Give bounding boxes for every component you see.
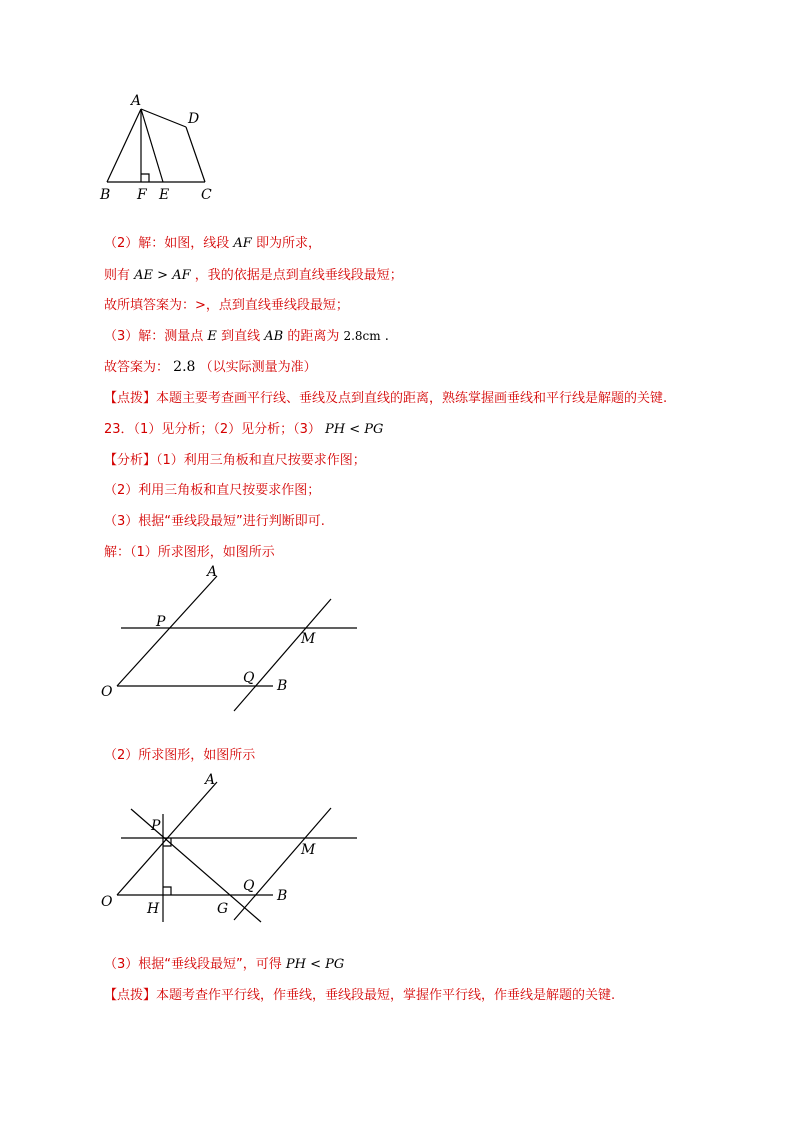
q23-tip bbox=[104, 986, 615, 1006]
analysis-tag: 【分析】 bbox=[104, 453, 157, 468]
math-AF: AF bbox=[233, 236, 252, 251]
label-A: A bbox=[207, 564, 218, 580]
value-2-8cm: 2.8cm bbox=[343, 329, 381, 343]
tip-tag: 【点拨】 bbox=[104, 391, 157, 406]
text: 23．（1）见分析；（2）见分析；（3） bbox=[104, 422, 321, 437]
q23-solution2: （2）所求图形，如图所示 bbox=[104, 748, 256, 763]
segment-DC bbox=[186, 127, 205, 182]
ray-OA bbox=[117, 576, 217, 686]
text: 则有 bbox=[104, 268, 131, 283]
q23-analysis1 bbox=[104, 451, 366, 471]
label-M: M bbox=[301, 842, 316, 858]
figure-parallel-lines bbox=[95, 560, 365, 720]
label-P: P bbox=[156, 614, 166, 630]
label-B: B bbox=[277, 678, 288, 694]
right-angle-mark bbox=[141, 174, 149, 182]
q22-part3-line1 bbox=[104, 326, 389, 347]
label-B: B bbox=[100, 187, 111, 203]
figure-perpendiculars bbox=[95, 770, 365, 940]
math-AB: AB bbox=[264, 329, 284, 344]
q22-part2-line3: 故所填答案为：>，点到直线垂线段最短； bbox=[104, 298, 349, 313]
line-through-M bbox=[234, 599, 331, 711]
q23-analysis2: （2）利用三角板和直尺按要求作图； bbox=[104, 483, 321, 498]
label-O: O bbox=[101, 684, 113, 700]
text: 的距离为 bbox=[287, 329, 340, 344]
label-F: F bbox=[137, 187, 147, 203]
math-PH-lt-PG: PH < PG bbox=[325, 422, 384, 437]
label-E: E bbox=[159, 187, 170, 203]
text: ，我的依据是点到直线垂线段最短； bbox=[194, 268, 403, 283]
label-A: A bbox=[205, 772, 216, 788]
text: （以实际测量为准） bbox=[199, 360, 317, 375]
label-B: B bbox=[277, 888, 288, 904]
text: 即为所求， bbox=[255, 236, 321, 251]
label-Q: Q bbox=[243, 878, 255, 894]
tip-text: 本题考查作平行线，作垂线，垂线段最短，掌握作平行线，作垂线是解题的关键. bbox=[156, 988, 616, 1003]
label-D: D bbox=[188, 111, 200, 127]
label-O: O bbox=[101, 894, 113, 910]
text: （1）利用三角板和直尺按要求作图； bbox=[156, 453, 366, 468]
label-P: P bbox=[151, 818, 161, 834]
math-PH-lt-PG: PH < PG bbox=[285, 957, 345, 972]
segment-AD bbox=[141, 109, 186, 127]
text: 到直线 bbox=[221, 329, 261, 344]
q22-part2-line2 bbox=[104, 266, 403, 286]
q23-solution3 bbox=[104, 955, 344, 975]
q23-analysis3: （3）根据“垂线段最短”进行判断即可. bbox=[104, 514, 325, 529]
text: （3）根据“垂线段最短”，可得 bbox=[104, 957, 282, 972]
label-M: M bbox=[301, 631, 316, 647]
text: （2）解：如图，线段 bbox=[104, 236, 230, 251]
q23-solution1: 解：（1）所求图形，如图所示 bbox=[104, 545, 275, 560]
q22-part3-line2 bbox=[104, 357, 317, 378]
segment-AE bbox=[141, 109, 163, 182]
label-H: H bbox=[147, 901, 160, 917]
math-AE-gt-AF: AE > AF bbox=[134, 268, 191, 283]
text: . bbox=[384, 329, 389, 344]
tip-text: 本题主要考查画平行线、垂线及点到直线的距离，熟练掌握画垂线和平行线是解题的关键. bbox=[156, 391, 668, 406]
figure-quadrilateral bbox=[95, 95, 225, 205]
label-G: G bbox=[217, 901, 229, 917]
right-angle-mark-H bbox=[163, 887, 171, 895]
q22-part2-line1 bbox=[104, 234, 321, 254]
label-Q: Q bbox=[243, 670, 255, 686]
text: （3）解：测量点 bbox=[104, 329, 204, 344]
point-E: E bbox=[207, 329, 217, 344]
text: 故答案为： bbox=[104, 360, 170, 375]
q23-header bbox=[104, 420, 383, 440]
tip-tag: 【点拨】 bbox=[104, 988, 157, 1003]
label-A: A bbox=[131, 93, 142, 109]
segment-AB bbox=[107, 109, 141, 182]
value-2-8: 2.8 bbox=[173, 359, 196, 375]
q22-tip bbox=[104, 389, 667, 409]
label-C: C bbox=[201, 187, 212, 203]
